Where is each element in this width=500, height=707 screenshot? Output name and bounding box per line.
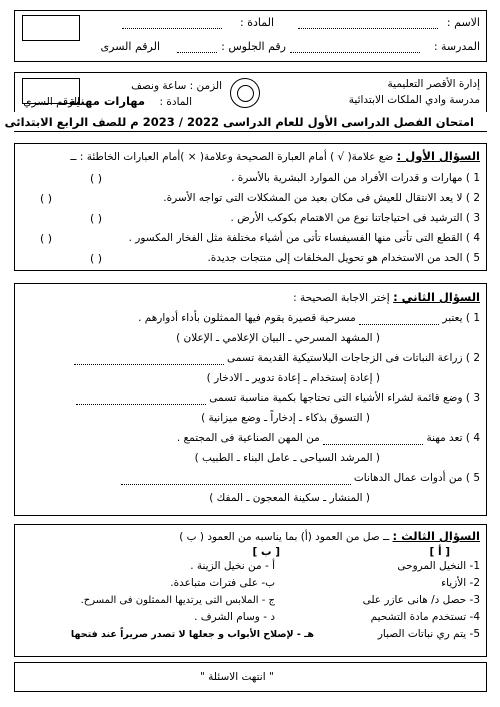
q2-item-3	[76, 392, 480, 405]
q2-options-5[interactable]: ( المنشار ـ سكينة المعجون ـ المفك )	[209, 492, 370, 504]
school-name: مدرسة وادي الملكات الابتدائية	[348, 94, 480, 106]
q3-a-1[interactable]: 1- النخيل المروحى	[397, 560, 480, 572]
q2-stem-2: 2 ) زراعة النباتات فى الزجاجات البلاستيكية القديمة تسمى	[227, 352, 480, 364]
q1-item-1: 1 ) مهارات و قدرات الأفراد من الموارد البشرية بالأسرة .	[231, 172, 480, 184]
school-line	[290, 52, 420, 53]
subject-value: مهارات مهنية	[68, 94, 145, 108]
q2-header	[293, 291, 480, 305]
q2-options-4[interactable]: ( المرشد السياحى ـ عامل البناء ـ الطبيب )	[194, 452, 380, 464]
q3-a-4[interactable]: 4- تستخدم مادة التشحيم	[370, 611, 480, 623]
q3-col-a-header: [ أ ]	[429, 546, 450, 558]
q2-blank-4[interactable]	[323, 444, 423, 445]
q2-blank-3[interactable]	[76, 404, 206, 405]
q2-instruction: إختر الاجابة الصحيحة :	[293, 292, 390, 304]
q3-a-2[interactable]: 2- الأزياء	[441, 577, 480, 589]
q1-answer-4[interactable]: ( )	[40, 232, 53, 245]
q2-title: السؤال الثاني :	[393, 290, 480, 304]
q2-stem-1: 1 ) يعتبر	[442, 312, 480, 324]
q2-rest-1: مسرحية قصيرة يقوم فيها الممثلون بأداء أدوارهم .	[138, 312, 356, 324]
q2-blank-2[interactable]	[74, 364, 224, 365]
q1-item-5: 5 ) الحد من الاستخدام هو تحويل المخلفات إلى منتجات جديدة.	[207, 252, 480, 264]
q1-answer-2[interactable]: ( )	[40, 192, 53, 205]
q3-a-5[interactable]: 5- يتم ري نباتات الصبار	[377, 628, 480, 640]
q3-b-1[interactable]: أ - من نخيل الزينة .	[190, 560, 275, 572]
subject-line-top	[122, 28, 222, 29]
q1-item-3: 3 ) الترشيد فى احتياجاتنا نوع من الاهتمام بكوكب الأرض .	[230, 212, 480, 224]
end-text: " انتهت الاسئلة "	[200, 671, 274, 683]
q1-title: السؤال الأول :	[396, 149, 480, 163]
q1-item-2: 2 ) لا يعد الانتقال للعيش فى مكان بعيد من المشكلات التى تواجه الأسرة.	[163, 192, 480, 204]
q1-item-4: 4 ) القطع التى تأتى منها الفسيفساء تأتى من أشياء مختلفة مثل الفخار المكسور .	[128, 232, 480, 244]
subject-label-top: المادة :	[240, 16, 274, 29]
name-line	[298, 28, 438, 29]
q2-options-3[interactable]: ( التسوق بذكاء ـ إدخاراً ـ وضع ميزانية )	[201, 412, 370, 424]
school-logo	[230, 78, 260, 108]
q3-b-2[interactable]: ب- على فترات متباعدة.	[170, 577, 275, 589]
exam-time: الزمن : ساعة ونصف	[131, 80, 222, 92]
q1-answer-1[interactable]: ( )	[90, 172, 103, 185]
q3-b-4[interactable]: د - وسام الشرف .	[194, 611, 275, 623]
q2-stem-5: 5 ) من أدوات عمال الدهانات	[353, 472, 480, 484]
q2-blank-1[interactable]	[359, 324, 439, 325]
exam-title-rule	[14, 131, 487, 132]
q2-rest-4: من المهن الصناعية فى المجتمع .	[176, 432, 320, 444]
q3-b-3[interactable]: ج - الملابس التى يرتديها الممثلون فى المسرح.	[80, 595, 275, 606]
exam-title: امتحان الفصل الدراسى الأول للعام الدراسى 2022 / 2023 م للصف الرابع الابتدائى	[4, 115, 474, 129]
q2-item-2	[74, 352, 480, 365]
q2-options-2[interactable]: ( إعادة إستخدام ـ إعادة تدوير ـ الادخار )	[206, 372, 380, 384]
name-label: الاسم :	[446, 16, 480, 29]
q1-header	[70, 150, 480, 164]
q3-b-5[interactable]: هـ - لإصلاح الأبواب و جعلها لا تصدر صريراً عند فتحها	[70, 629, 314, 640]
q3-header	[179, 530, 480, 544]
admin-name: إدارة الأقصر التعليمية	[387, 78, 480, 90]
q2-item-5	[121, 472, 480, 485]
seat-line	[177, 52, 217, 53]
q3-title: السؤال الثالث :	[392, 529, 480, 543]
secret-label-exam: الرقم السري	[23, 96, 80, 108]
q2-stem-3: 3 ) وضع قائمة لشراء الأشياء التى تحتاجها بكمية مناسبة تسمى	[209, 392, 480, 404]
q1-instruction: ضع علامة( √ ) أمام العبارة الصحيحة وعلامة( × )أمام العبارات الخاطئة : ــ	[70, 151, 394, 163]
q2-options-1[interactable]: ( المشهد المسرحي ـ البيان الإعلامي ـ الإعلان )	[176, 332, 380, 344]
q2-blank-5[interactable]	[121, 484, 351, 485]
q3-instruction: ــ صل من العمود (أ) بما يناسبه من العمود ( ب )	[179, 531, 390, 543]
q3-a-3[interactable]: 3- حصل د/ هانى عازر على	[362, 594, 480, 606]
subject-label-exam: المادة :	[159, 96, 192, 108]
secret-label-top: الرقم السرى	[100, 40, 160, 53]
q2-item-1	[138, 312, 480, 325]
q2-item-4	[177, 432, 480, 445]
q3-col-b-header: [ ب ]	[252, 546, 280, 558]
q1-answer-3[interactable]: ( )	[90, 212, 103, 225]
secret-box-top	[22, 15, 80, 41]
seat-label: رقم الجلوس :	[221, 40, 286, 53]
q2-stem-4: 4 ) تعد مهنة	[426, 432, 480, 444]
q1-answer-5[interactable]: ( )	[90, 252, 103, 265]
school-label: المدرسة :	[433, 40, 480, 53]
